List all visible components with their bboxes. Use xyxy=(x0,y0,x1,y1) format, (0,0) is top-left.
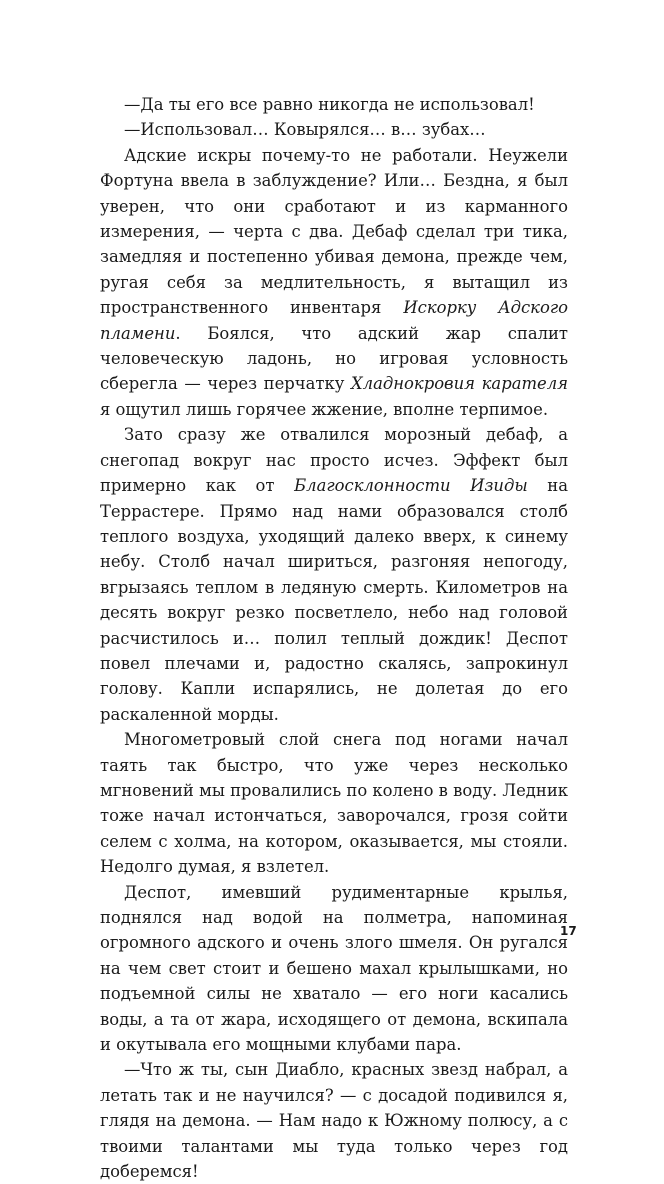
text-run: —Что ж ты, сын Диабло, красных звезд набрал, а летать так и не научился? — с досадой подивился я, глядя на демона. — Нам надо к Южному полюсу, а с твоими талантами мы туда только через год доберемся! xyxy=(100,1060,568,1182)
paragraph xyxy=(100,117,568,142)
text-run: я ощутил лишь горячее жжение, вполне терпимое. xyxy=(100,399,549,419)
paragraph xyxy=(100,727,568,879)
italic-run: Хладнокровия карателя xyxy=(350,374,568,394)
text-run: Адские искры почему-то не работали. Неужели Фортуна ввела в заблуждение? Или… Бездна, я был уверен, что они сработают и из карманного измерения, — черта с два. Дебаф сделал три тика, замедляя и постепенно убивая демона, прежде чем, ругая себя за медлительность, я вытащил из пространственного инвентаря xyxy=(100,145,568,318)
paragraph xyxy=(100,1057,568,1184)
paragraph xyxy=(100,143,568,422)
text-run: Деспот, имевший рудиментарные крылья, поднялся над водой на полметра, напоминая огромного адского и очень злого шмеля. Он ругался на чем свет стоит и бешено махал крылышками, но подъемной силы не хватало — его ноги касались воды, а та от жара, исходящего от демона, вскипала и окутывала его мощными клубами пара. xyxy=(100,882,568,1055)
page-number: 17 xyxy=(560,924,577,938)
text-run: Зато сразу же отвалился морозный дебаф, а снегопад вокруг нас просто исчез. Эффект был примерно как от xyxy=(100,425,568,496)
italic-run: Искорку Адского пламени xyxy=(100,298,568,343)
italic-run: Благосклонности Изиды xyxy=(294,476,528,496)
paragraph xyxy=(100,92,568,117)
text-run: . Боялся, что адский жар спалит человеческую ладонь, но игровая условность сберегла — через перчатку xyxy=(100,323,568,394)
paragraph xyxy=(100,880,568,1058)
text-run: —Да ты его все равно никогда не использовал! xyxy=(124,95,535,114)
text-run: на Террастере. Прямо над нами образовался столб теплого воздуха, уходящий далеко вверх, к синему небу. Столб начал шириться, разгоняя непогоду, вгрызаясь теплом в ледяную смерть. Километров на десять вокруг резко посветлело, небо над головой расчистилось и… полил теплый дождик! Деспот повел плечами и, радостно скалясь, запрокинул голову. Капли испарялись, не долетая до его раскаленной морды. xyxy=(100,476,568,724)
paragraph xyxy=(100,422,568,727)
page-text xyxy=(100,92,568,1184)
text-run: Многометровый слой снега под ногами начал таять так быстро, что уже через несколько мгновений мы провалились по колено в воду. Ледник тоже начал истончаться, заворочался, грозя сойти селем с холма, на котором, оказывается, мы стояли. Недолго думая, я взлетел. xyxy=(100,730,568,877)
text-run: —Использовал… Ковырялся… в… зубах… xyxy=(124,120,486,140)
